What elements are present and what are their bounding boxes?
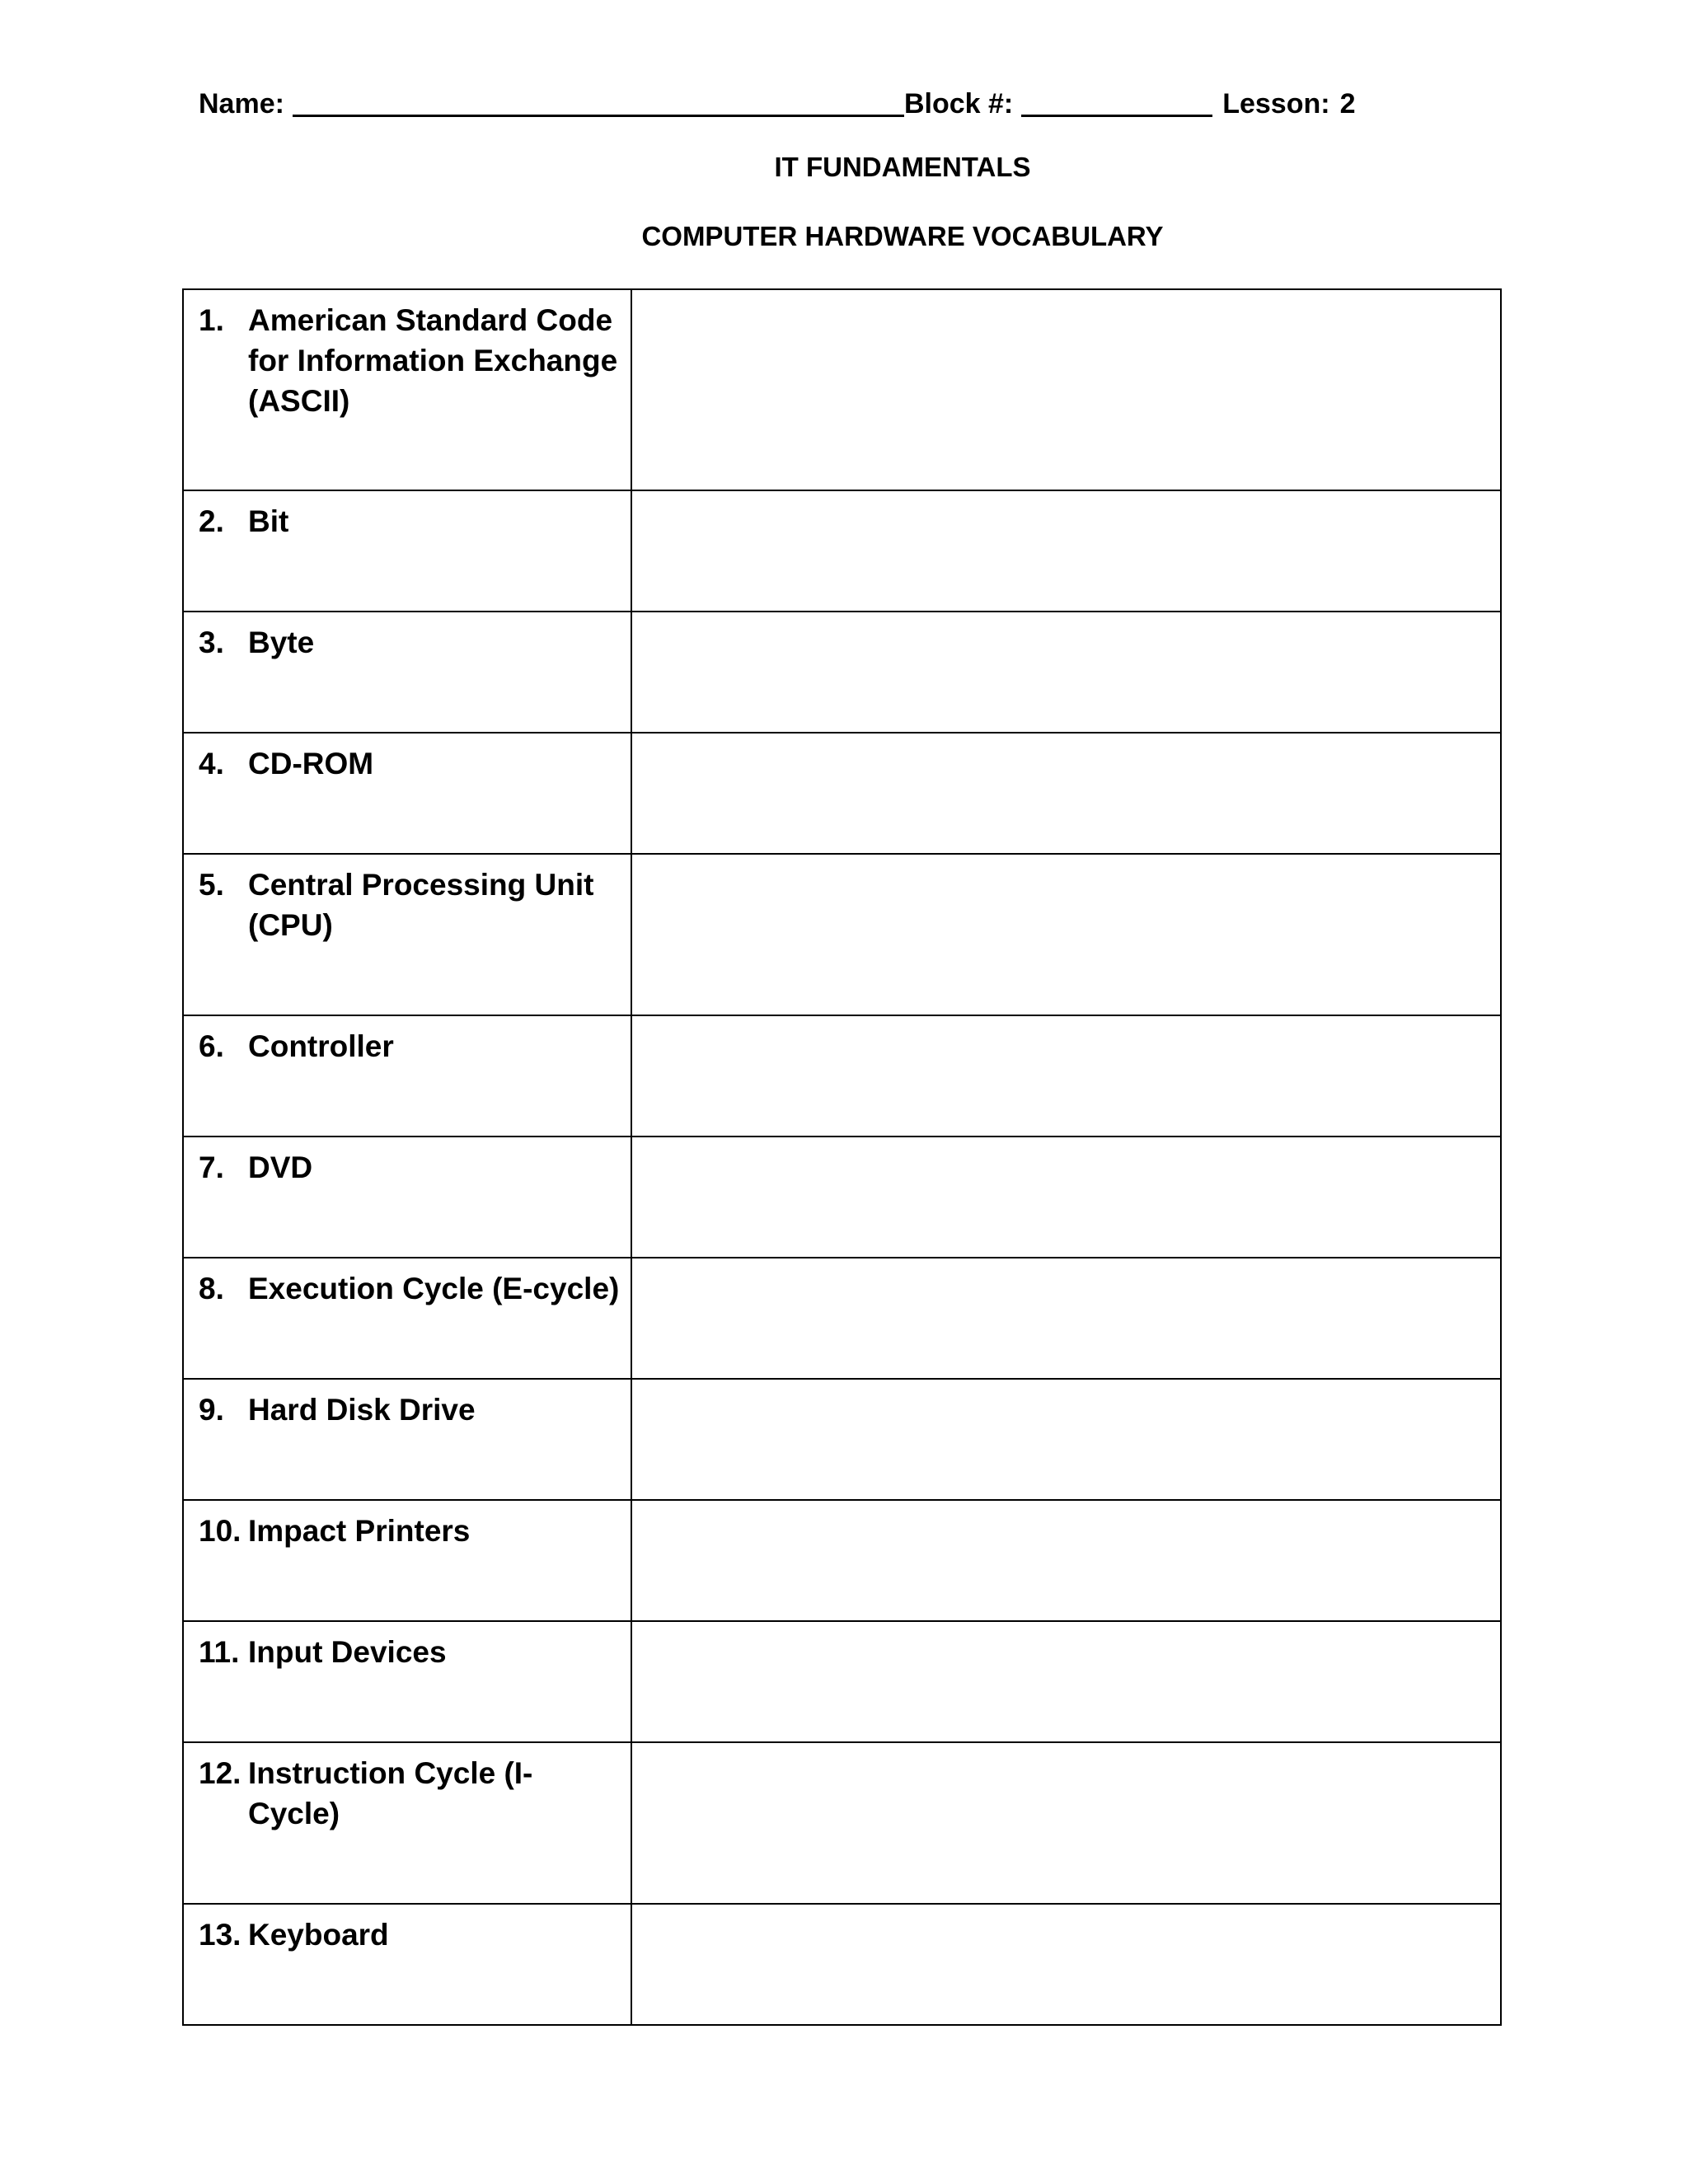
term-number: 2. [199, 504, 224, 538]
term-label: CD-ROM [248, 747, 374, 780]
term-number: 13. [199, 1918, 241, 1952]
definition-cell[interactable] [631, 1379, 1501, 1500]
term-label: Impact Printers [248, 1514, 471, 1548]
header-line [199, 79, 1355, 120]
term-label: Hard Disk Drive [248, 1393, 476, 1427]
term-number: 7. [199, 1151, 224, 1184]
course-title: IT FUNDAMENTALS [774, 152, 1031, 182]
term-label: Execution Cycle (E-cycle) [248, 1272, 620, 1305]
table-row [183, 1500, 1501, 1621]
term-label: DVD [248, 1151, 313, 1184]
definition-cell[interactable] [631, 289, 1501, 490]
table-row [183, 1258, 1501, 1379]
definition-cell[interactable] [631, 1015, 1501, 1137]
term-label: Central Processing Unit (CPU) [248, 868, 594, 942]
term-number: 4. [199, 747, 224, 780]
term-label: Instruction Cycle (I-Cycle) [248, 1756, 533, 1830]
definition-cell[interactable] [631, 1500, 1501, 1621]
lesson-label: Lesson: [1222, 88, 1330, 120]
term-number: 1. [199, 303, 224, 337]
definition-cell[interactable] [631, 1137, 1501, 1258]
definition-cell[interactable] [631, 733, 1501, 854]
term-cell [183, 733, 631, 854]
definition-cell[interactable] [631, 1742, 1501, 1904]
table-row [183, 1742, 1501, 1904]
term-number: 5. [199, 868, 224, 902]
name-blank[interactable] [293, 87, 904, 117]
table-row [183, 1137, 1501, 1258]
term-label: Input Devices [248, 1635, 447, 1669]
table-row [183, 490, 1501, 612]
term-label: Controller [248, 1029, 394, 1063]
lesson-value: 2 [1339, 88, 1356, 120]
table-row [183, 1379, 1501, 1500]
term-cell [183, 1904, 631, 2025]
term-number: 10. [199, 1514, 241, 1548]
term-cell [183, 1379, 631, 1500]
block-blank[interactable] [1021, 87, 1212, 117]
table-row [183, 289, 1501, 490]
definition-cell[interactable] [631, 490, 1501, 612]
table-row [183, 733, 1501, 854]
name-label: Name: [199, 88, 284, 120]
term-number: 12. [199, 1756, 241, 1790]
term-number: 11. [199, 1635, 240, 1669]
table-row [183, 1904, 1501, 2025]
term-cell [183, 1742, 631, 1904]
definition-cell[interactable] [631, 1621, 1501, 1742]
term-label: Bit [248, 504, 289, 538]
definition-cell[interactable] [631, 612, 1501, 733]
term-cell [183, 1258, 631, 1379]
term-cell [183, 612, 631, 733]
term-number: 8. [199, 1272, 224, 1305]
term-number: 3. [199, 626, 224, 659]
term-cell [183, 1621, 631, 1742]
term-number: 6. [199, 1029, 224, 1063]
definition-cell[interactable] [631, 1258, 1501, 1379]
table-row [183, 1015, 1501, 1137]
table-row [183, 1621, 1501, 1742]
term-label: Keyboard [248, 1918, 389, 1952]
block-label: Block #: [903, 88, 1014, 120]
vocabulary-table [182, 288, 1502, 2026]
definition-cell[interactable] [631, 1904, 1501, 2025]
term-cell [183, 854, 631, 1015]
term-label: Byte [248, 626, 315, 659]
term-cell [183, 1015, 631, 1137]
term-cell [183, 1500, 631, 1621]
definition-cell[interactable] [631, 854, 1501, 1015]
table-row [183, 612, 1501, 733]
term-number: 9. [199, 1393, 224, 1427]
term-cell [183, 1137, 631, 1258]
table-row [183, 854, 1501, 1015]
worksheet-title: COMPUTER HARDWARE VOCABULARY [641, 221, 1164, 251]
term-label: American Standard Code for Information Exchange (ASCII) [248, 303, 618, 418]
term-cell [183, 289, 631, 490]
term-cell [183, 490, 631, 612]
